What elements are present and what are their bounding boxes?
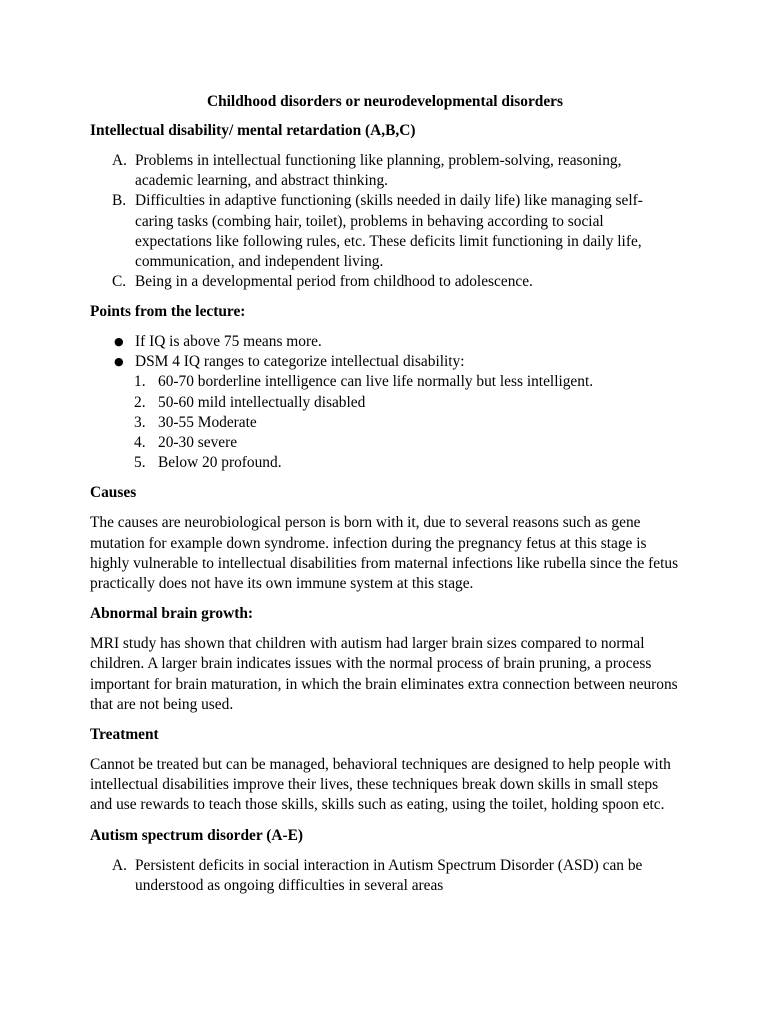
list-item-text: Persistent deficits in social interaction in Autism Spectrum Disorder (ASD) can be understood as ongoing difficulties in several areas <box>135 856 643 894</box>
heading-treatment: Treatment <box>90 726 159 744</box>
list-marker: 3. <box>134 413 146 431</box>
list-marker: 4. <box>134 434 146 452</box>
list-item <box>90 272 680 292</box>
list-item <box>90 372 680 392</box>
heading-autism: Autism spectrum disorder (A-E) <box>90 826 304 844</box>
bullet-item <box>90 352 680 372</box>
list-marker: C. <box>112 273 127 291</box>
list-marker: 5. <box>134 454 146 472</box>
heading-causes: Causes <box>90 484 137 502</box>
criteria-list-autism <box>90 856 680 896</box>
list-marker: A. <box>112 152 127 169</box>
bullet-item-text: If IQ is above 75 means more. <box>135 333 322 351</box>
list-item-text: Being in a developmental period from childhood to adolescence. <box>135 273 533 291</box>
list-item <box>90 151 680 191</box>
list-item-text: Below 20 profound. <box>158 454 282 472</box>
lecture-bullet-list <box>90 332 680 372</box>
paragraph-causes: The causes are neurobiological person is born with it, due to several reasons such as gene mutation for example down syndrome. infection during the pregnancy fetus at this stage is highly vulnerable to intellectual disabilities from maternal infections like rubella since the fetus practically does not have its own immune system at this stage. <box>90 514 679 593</box>
list-item <box>90 393 680 413</box>
list-marker: B. <box>112 192 127 210</box>
document-page <box>90 92 680 906</box>
document-title: Childhood disorders or neurodevelopmental disorders <box>206 93 563 110</box>
list-marker: 2. <box>134 393 146 411</box>
list-item <box>90 856 680 896</box>
iq-ranges-list <box>90 372 680 473</box>
bullet-item <box>90 332 680 352</box>
list-marker: 1. <box>134 373 146 391</box>
bullet-icon: ● <box>114 355 124 369</box>
list-item <box>90 413 680 433</box>
list-item-text: 60-70 borderline intelligence can live life normally but less intelligent. <box>158 373 594 391</box>
list-item-text: Problems in intellectual functioning like planning, problem-solving, reasoning, academic learning, and abstract thinking. <box>135 152 622 190</box>
heading-brain-growth: Abnormal brain growth: <box>90 605 254 623</box>
list-item-text: 30-55 Moderate <box>158 413 257 431</box>
list-item-text: 50-60 mild intellectually disabled <box>158 393 366 411</box>
heading-lecture-points: Points from the lecture: <box>90 303 246 321</box>
heading-intellectual-disability: Intellectual disability/ mental retardation (A,B,C) <box>90 122 416 139</box>
list-item <box>90 433 680 453</box>
list-item-text: Difficulties in adaptive functioning (skills needed in daily life) like managing self-caring tasks (combing hair, toilet), problems in behaving according to social expectations like following rules, etc. These deficits limit functioning in daily life, communication, and independent living. <box>135 192 643 271</box>
bullet-item-text: DSM 4 IQ ranges to categorize intellectual disability: <box>135 353 465 371</box>
paragraph-treatment: Cannot be treated but can be managed, behavioral techniques are designed to help people with intellectual disabilities improve their lives, these techniques break down skills in small steps and use rewards to teach those skills, skills such as eating, using the toilet, holding spoon etc. <box>90 756 671 814</box>
bullet-icon: ● <box>114 335 124 349</box>
list-item <box>90 453 680 473</box>
list-item-text: 20-30 severe <box>158 434 238 452</box>
list-marker: A. <box>112 856 127 874</box>
paragraph-brain-growth: MRI study has shown that children with autism had larger brain sizes compared to normal children. A larger brain indicates issues with the normal process of brain pruning, a process important for brain maturation, in which the brain eliminates extra connection between neurons that are not being used. <box>90 635 678 713</box>
list-item <box>90 191 680 272</box>
criteria-list-abc <box>90 151 680 292</box>
